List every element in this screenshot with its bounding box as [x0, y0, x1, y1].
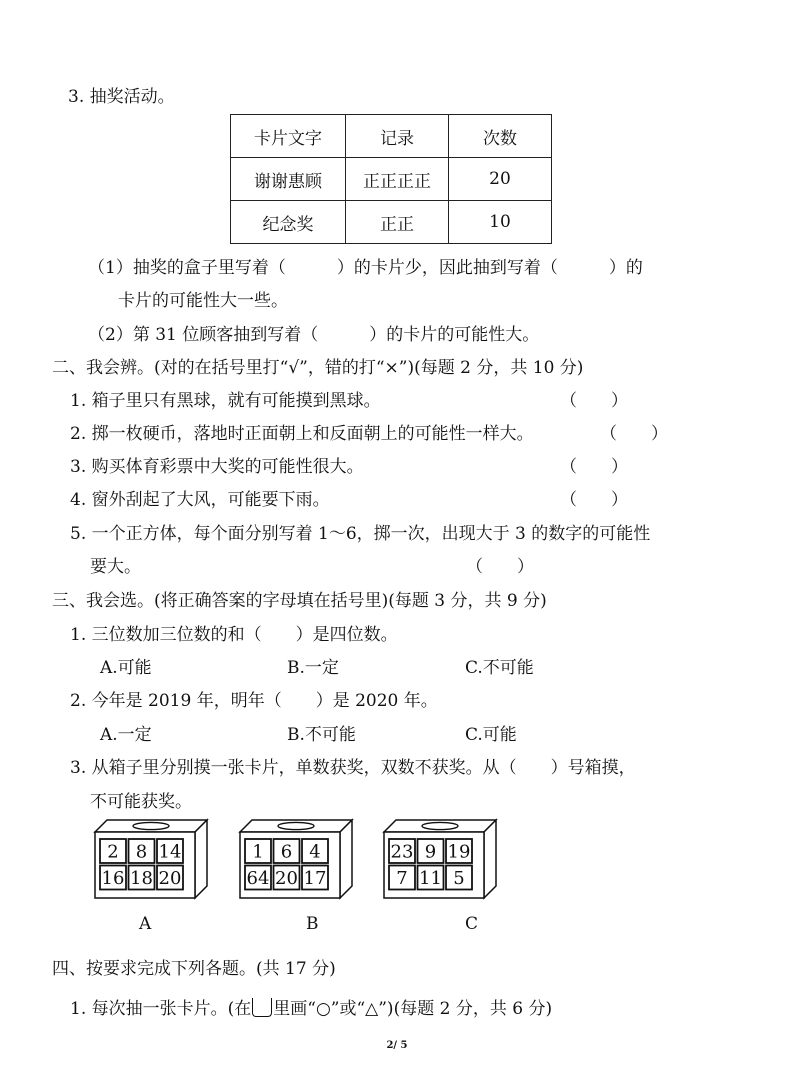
card-number: 20	[275, 868, 298, 889]
sec4-q1-prefix: 1. 每次抽一张卡片。(在	[70, 999, 252, 1019]
q3-sub1-line1: （1）抽奖的盒子里写着（ ）的卡片少，因此抽到写着（ ）的	[88, 258, 643, 278]
page-number: 2/ 5	[386, 1040, 408, 1051]
card-number: 14	[158, 841, 182, 863]
box-side-face	[340, 820, 352, 898]
table-row	[231, 158, 552, 201]
card-number: 2	[107, 841, 119, 863]
answer-paren: （ ）	[560, 490, 628, 510]
sec4-q1	[70, 998, 552, 1020]
answer-paren: （ ）	[560, 457, 628, 477]
table-cell: 正正	[346, 201, 449, 244]
box-side-face	[195, 820, 207, 898]
section3-title: 三、我会选。(将正确答案的字母填在括号里)(每题 3 分，共 9 分)	[52, 591, 547, 611]
card-number: 8	[135, 841, 148, 863]
sec3-q2: 2. 今年是 2019 年，明年（ ）是 2020 年。	[70, 691, 438, 711]
card-number: 20	[158, 868, 182, 889]
option-c: C.不可能	[465, 658, 534, 678]
sec2-item-5-line1: 5. 一个正方体，每个面分别写着 1～6，掷一次，出现大于 3 的数字的可能性	[70, 524, 651, 544]
box-label-b: B	[306, 914, 319, 934]
table-header-cell: 次数	[449, 115, 552, 158]
box-slot	[133, 822, 169, 829]
card-box-c	[384, 820, 496, 898]
sec3-q3-line1: 3. 从箱子里分别摸一张卡片，单数获奖，双数不获奖。从（ ）号箱摸，	[70, 758, 636, 778]
box-side-face	[484, 820, 496, 898]
q3-title: 3. 抽奖活动。	[68, 87, 175, 107]
card-number: 9	[424, 841, 437, 863]
box-label-a: A	[139, 914, 152, 934]
table-cell: 谢谢惠顾	[231, 158, 346, 201]
draw-box-icon	[252, 998, 272, 1017]
table-cell: 纪念奖	[231, 201, 346, 244]
lottery-record-table	[230, 114, 552, 244]
option-c: C.可能	[465, 725, 517, 745]
card-number: 5	[453, 868, 465, 889]
section4-title: 四、按要求完成下列各题。(共 17 分)	[52, 959, 336, 979]
q3-sub1-line2: 卡片的可能性大一些。	[118, 291, 288, 311]
table-cell: 正正正正	[346, 158, 449, 201]
answer-paren: （ ）	[600, 424, 668, 444]
table-row	[231, 201, 552, 244]
sec2-item-1: 1. 箱子里只有黑球，就有可能摸到黑球。	[70, 391, 381, 411]
table-header-row	[231, 115, 552, 158]
sec2-item-3: 3. 购买体育彩票中大奖的可能性很大。	[70, 457, 364, 477]
card-number: 17	[303, 868, 327, 889]
table-header-cell: 卡片文字	[231, 115, 346, 158]
table-header-cell: 记录	[346, 115, 449, 158]
card-number: 1	[252, 841, 264, 863]
card-number: 16	[101, 868, 125, 889]
box-label-c: C	[465, 914, 479, 934]
answer-paren: （ ）	[560, 391, 628, 411]
card-number: 18	[130, 868, 153, 889]
option-b: B.不可能	[287, 725, 356, 745]
card-number: 23	[390, 841, 414, 863]
sec2-item-5-line2: 要大。	[90, 557, 141, 577]
sec3-q1: 1. 三位数加三位数的和（ ）是四位数。	[70, 625, 398, 645]
option-a: A.一定	[100, 725, 152, 745]
card-number: 7	[396, 868, 408, 889]
card-number: 6	[280, 841, 293, 863]
table-cell: 20	[449, 158, 552, 201]
card-number: 19	[447, 841, 471, 863]
table-cell: 10	[449, 201, 552, 244]
option-a: A.可能	[100, 658, 152, 678]
card-box-a	[95, 820, 207, 898]
option-b: B.一定	[287, 658, 339, 678]
answer-paren: （ ）	[466, 557, 534, 577]
q3-sub2: （2）第 31 位顾客抽到写着（ ）的卡片的可能性大。	[88, 325, 540, 345]
section2-title: 二、我会辨。(对的在括号里打“√”，错的打“×”)(每题 2 分，共 10 分)	[52, 358, 584, 378]
box-slot	[422, 822, 458, 829]
card-number: 64	[246, 868, 270, 889]
sec2-item-4: 4. 窗外刮起了大风，可能要下雨。	[70, 490, 330, 510]
card-number: 4	[309, 841, 321, 863]
card-box-b	[240, 820, 352, 898]
sec2-item-2: 2. 掷一枚硬币，落地时正面朝上和反面朝上的可能性一样大。	[70, 424, 534, 444]
sec4-q1-suffix: 里画“○”或“△”)(每题 2 分，共 6 分)	[273, 999, 553, 1019]
card-boxes-illustration	[0, 810, 794, 910]
card-number: 11	[419, 868, 442, 889]
sec3-q3-line2: 不可能获奖。	[90, 792, 192, 812]
box-slot	[278, 822, 314, 829]
